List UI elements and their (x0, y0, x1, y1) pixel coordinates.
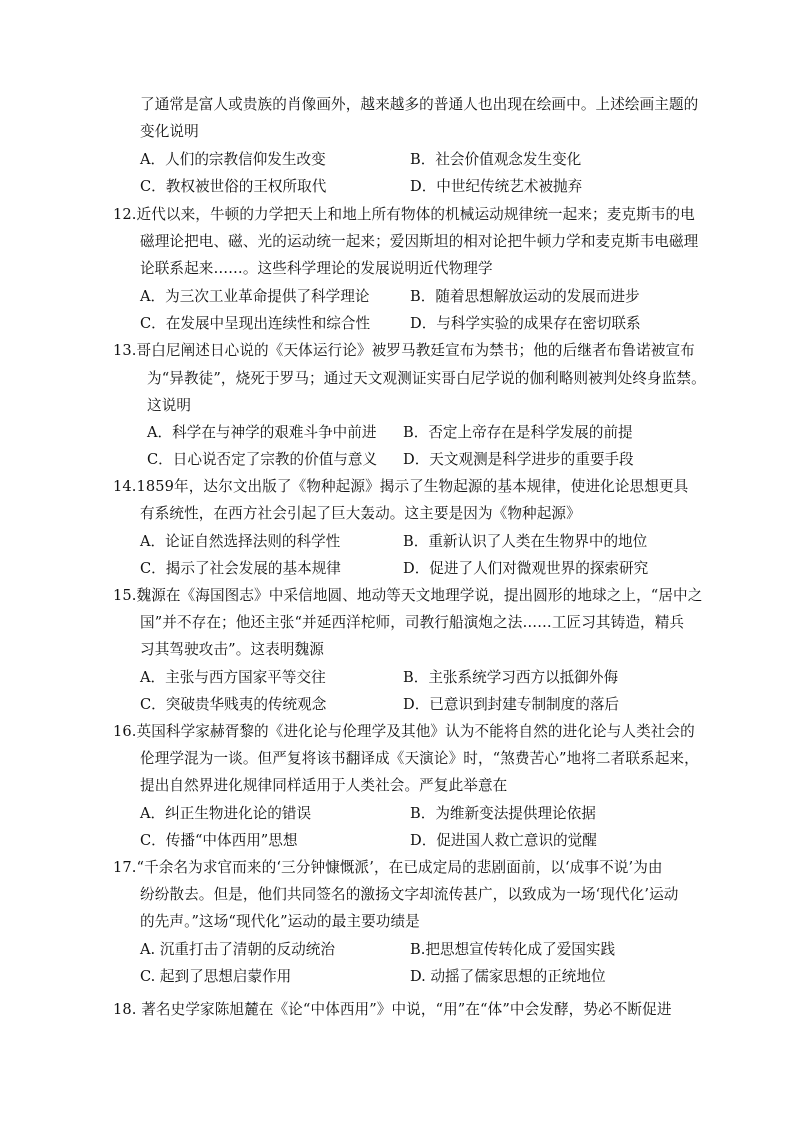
q14-option-d: D．促进了人们对微观世界的探索研究 (403, 560, 649, 577)
q17-stem-line-2: 纷纷散去。但是，他们共同签名的激扬文字却流传甚广，以致成为一场‘现代化’运动 (140, 886, 679, 903)
q14-stem-line-2: 有系统性，在西方社会引起了巨大轰动。这主要是因为《物种起源》 (140, 505, 581, 522)
q12-option-d: D．与科学实验的成果存在密切联系 (410, 315, 641, 332)
q12-stem-line-2: 磁理论把电、磁、光的运动统一起来；爱因斯坦的相对论把牛顿力学和麦克斯韦电磁理 (140, 233, 699, 250)
q17-stem-line-3: 的先声。”这场“现代化”运动的最主要功绩是 (140, 913, 420, 930)
q13-option-b: B．否定上帝存在是科学发展的前提 (403, 424, 633, 441)
q15-option-d: D．已意识到封建专制制度的落后 (403, 696, 620, 713)
q16-option-a: A．纠正生物进化论的错误 (140, 805, 312, 822)
q15-stem-line-1: 15.魏源在《海国图志》中采信地圆、地动等天文地理学说，提出圆形的地球之上，“居中之 (113, 587, 703, 604)
q13-option-a: A．科学在与神学的艰难斗争中前进 (147, 424, 377, 441)
q13-option-c: C．日心说否定了宗教的价值与意义 (147, 451, 378, 468)
q14-option-c: C．揭示了社会发展的基本规律 (140, 560, 341, 577)
q11-option-a: A．人们的宗教信仰发生改变 (140, 151, 326, 168)
q11-option-b: B．社会价值观念发生变化 (410, 151, 582, 168)
q15-option-b: B．主张系统学习西方以抵御外侮 (403, 669, 619, 686)
q17-option-c: C. 起到了思想启蒙作用 (140, 968, 292, 985)
q17-option-d: D. 动摇了儒家思想的正统地位 (410, 968, 606, 985)
q15-stem-line-2: 国”并不存在；他还主张“并延西洋柁师，司教行船演炮之法……工匠习其铸造，精兵 (140, 614, 685, 631)
q12-option-b: B．随着思想解放运动的发展而进步 (410, 288, 640, 305)
q13-stem-line-1: 13.哥白尼阐述日心说的《天体运行论》被罗马教廷宣布为禁书；他的后继者布鲁诺被宣布 (113, 342, 695, 359)
q13-stem-line-3: 这说明 (147, 397, 192, 414)
q14-option-a: A．论证自然选择法则的科学性 (140, 533, 341, 550)
q17-option-a: A. 沉重打击了清朝的反动统治 (140, 941, 335, 958)
q11-stem-line-1: 了通常是富人或贵族的肖像画外，越来越多的普通人也出现在绘画中。上述绘画主题的 (140, 96, 699, 113)
q15-stem-line-3: 习其驾驶攻击”。这表明魏源 (140, 641, 324, 658)
q11-option-c: C．教权被世俗的王权所取代 (140, 178, 327, 195)
q14-stem-line-1: 14.1859年，达尔文出版了《物种起源》揭示了生物起源的基本规律，使进化论思想更具 (113, 478, 689, 495)
q11-stem-line-2: 变化说明 (140, 123, 199, 140)
q17-stem-line-1: 17.“千余名为求官而来的‘三分钟慷慨派’，在已成定局的悲剧面前，以‘成事不说’为由 (113, 859, 663, 876)
q13-option-d: D．天文观测是科学进步的重要手段 (403, 451, 634, 468)
q16-option-d: D．促进国人救亡意识的觉醒 (410, 832, 597, 849)
q12-option-a: A．为三次工业革命提供了科学理论 (140, 288, 370, 305)
q16-option-c: C．传播“中体西用”思想 (140, 832, 298, 849)
q14-option-b: B．重新认识了人类在生物界中的地位 (403, 533, 648, 550)
q12-stem-line-1: 12.近代以来，牛顿的力学把天上和地上所有物体的机械运动规律统一起来；麦克斯韦的电 (113, 206, 695, 223)
q11-option-d: D．中世纪传统艺术被抛弃 (410, 178, 583, 195)
q15-option-c: C．突破贵华贱夷的传统观念 (140, 696, 327, 713)
q12-stem-line-3: 论联系起来……。这些科学理论的发展说明近代物理学 (140, 260, 493, 277)
q18-stem-line-1: 18. 著名史学家陈旭麓在《论“中体西用”》中说，“用”在“体”中会发酵，势必不断促进 (113, 1001, 672, 1018)
q17-option-b: B.把思想宣传转化成了爱国实践 (410, 941, 616, 958)
q15-option-a: A．主张与西方国家平等交往 (140, 669, 326, 686)
q12-option-c: C．在发展中呈现出连续性和综合性 (140, 315, 371, 332)
q16-stem-line-2: 伦理学混为一谈。但严复将该书翻译成《天演论》时，“煞费苦心”地将二者联系起来， (140, 750, 699, 767)
q16-stem-line-1: 16.英国科学家赫胥黎的《进化论与伦理学及其他》认为不能将自然的进化论与人类社会的 (113, 723, 695, 740)
q13-stem-line-2: 为“异教徒”，烧死于罗马；通过天文观测证实哥白尼学说的伽利略则被判处终身监禁。 (147, 370, 706, 387)
q16-option-b: B．为维新变法提供理论依据 (410, 805, 596, 822)
q16-stem-line-3: 提出自然界进化规律同样适用于人类社会。严复此举意在 (140, 777, 508, 794)
